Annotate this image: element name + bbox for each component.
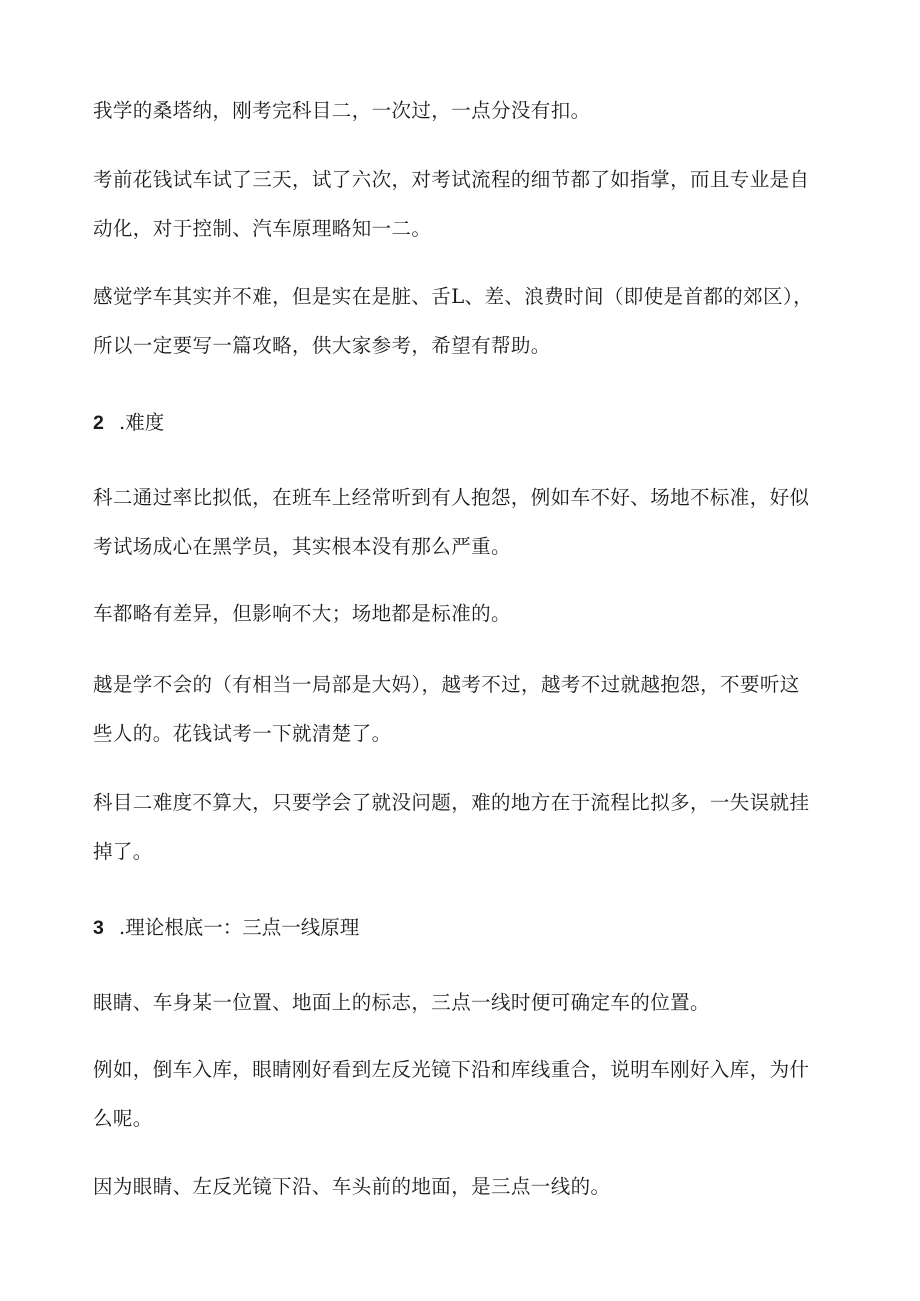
paragraph-line: 么呢。: [93, 1107, 153, 1130]
paragraph-line: 考试场成心在黑学员，其实根本没有那么严重。: [93, 535, 511, 558]
paragraph-line: 我学的桑塔纳，刚考完科目二，一次过，一点分没有扣。: [93, 99, 591, 122]
paragraph-4: [93, 473, 833, 571]
paragraph-9: [93, 1045, 833, 1143]
section-heading-3: [93, 913, 359, 943]
paragraph-line: 科目二难度不算大，只要学会了就没问题，难的地方在于流程比拟多，一失误就挂: [93, 791, 810, 814]
section-number: 2: [93, 412, 104, 434]
paragraph-line: 感觉学车其实并不难，但是实在是脏、舌L、差、浪费时间（即使是首都的郊区），: [93, 285, 813, 308]
paragraph-3: [93, 272, 833, 370]
section-title: .理论根底一：三点一线原理: [119, 916, 360, 939]
paragraph-line: 车都略有差异，但影响不大；场地都是标准的。: [93, 602, 511, 625]
paragraph-line: 因为眼睛、左反光镜下沿、车头前的地面，是三点一线的。: [93, 1175, 611, 1198]
paragraph-7: [93, 778, 833, 876]
paragraph-line: 越是学不会的（有相当一局部是大妈），越考不过，越考不过就越抱怨，不要听这: [93, 673, 800, 696]
paragraph-line: 眼睛、车身某一位置、地面上的标志，三点一线时便可确定车的位置。: [93, 991, 710, 1014]
paragraph-line: 所以一定要写一篇攻略，供大家参考，希望有帮助。: [93, 334, 551, 357]
section-title: .难度: [119, 411, 165, 434]
paragraph-line: 动化，对于控制、汽车原理略知一二。: [93, 217, 432, 240]
paragraph-8: [93, 978, 833, 1027]
paragraph-2: [93, 155, 833, 253]
paragraph-5: [93, 589, 833, 638]
section-heading-2: [93, 408, 164, 438]
paragraph-10: [93, 1162, 833, 1211]
paragraph-line: 考前花钱试车试了三天，试了六次，对考试流程的细节都了如指掌，而且专业是自: [93, 168, 810, 191]
section-number: 3: [93, 917, 104, 939]
paragraph-line: 科二通过率比拟低，在班车上经常听到有人抱怨，例如车不好、场地不标准，好似: [93, 486, 810, 509]
paragraph-6: [93, 660, 833, 758]
paragraph-line: 掉了。: [93, 840, 153, 863]
paragraph-1: [93, 86, 833, 135]
paragraph-line: 例如，倒车入库，眼睛刚好看到左反光镜下沿和库线重合，说明车刚好入库，为什: [93, 1058, 810, 1081]
paragraph-line: 些人的。花钱试考一下就清楚了。: [93, 722, 392, 745]
